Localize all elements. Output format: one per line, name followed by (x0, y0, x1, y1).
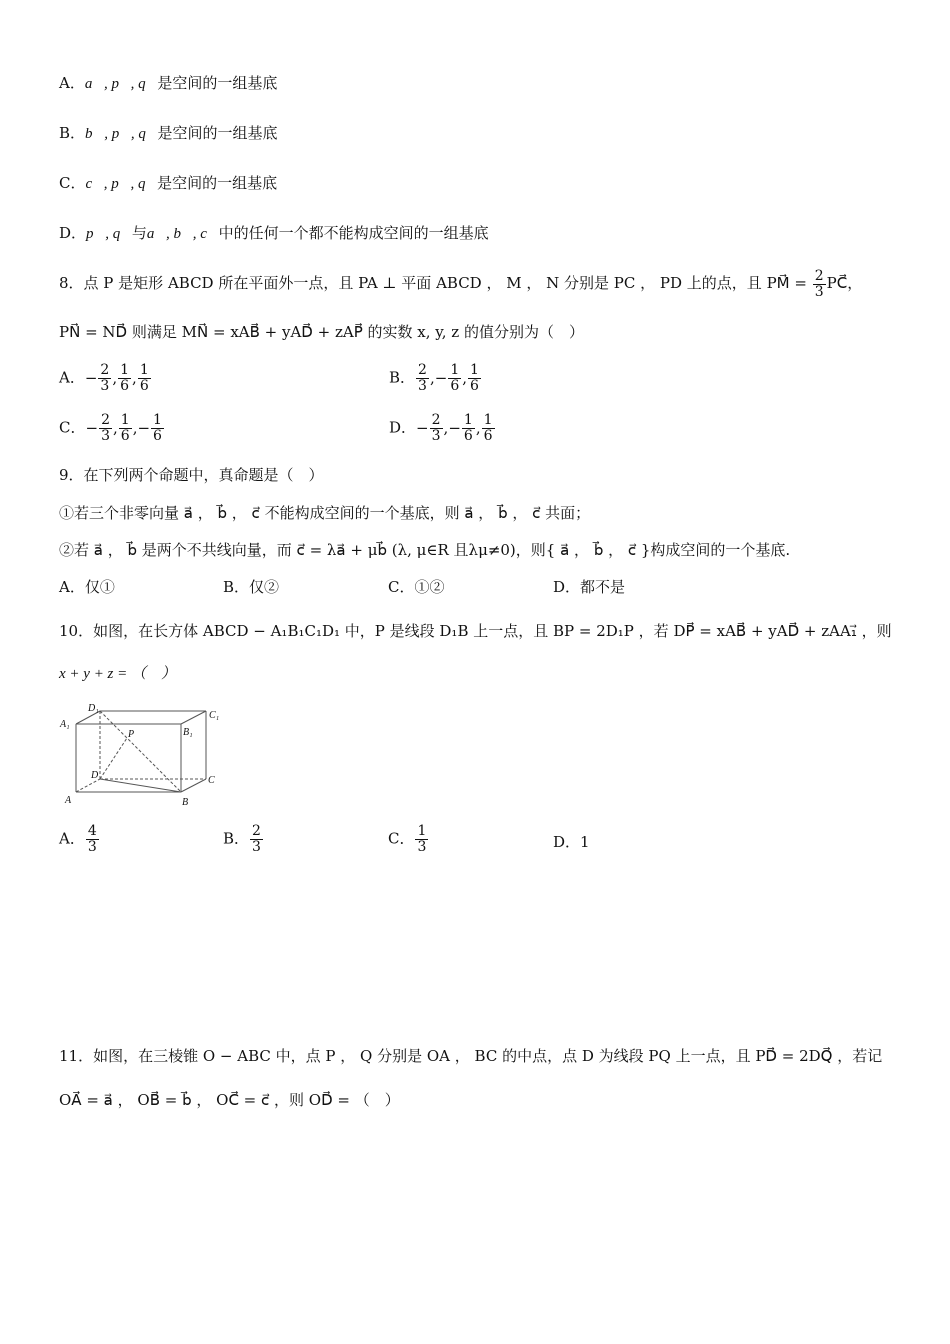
minus-sign: − (416, 418, 429, 437)
denominator: 6 (450, 378, 460, 394)
minus-sign: − (85, 418, 99, 437)
minus-sign: − (137, 418, 151, 437)
label-a: A (65, 795, 72, 806)
q10-option-c: C． $\frac{1}{3}$ (388, 823, 427, 855)
numerator: 1 (470, 362, 479, 378)
comma: , (112, 418, 118, 437)
fraction (119, 413, 132, 444)
cuboid-figure (57, 700, 227, 812)
fraction (138, 363, 151, 394)
minus-sign: − (448, 418, 461, 437)
label-c1: C₁ (209, 710, 220, 721)
fraction (468, 363, 481, 394)
denominator: 3 (418, 378, 427, 394)
fraction (482, 413, 495, 444)
numerator: 1 (463, 412, 473, 428)
q10-option-d: D．1 (553, 833, 590, 851)
denominator: 6 (153, 428, 162, 444)
numerator: 2 (418, 362, 427, 378)
denominator: 6 (139, 378, 149, 394)
denominator: 6 (483, 428, 493, 444)
comma: , (132, 418, 138, 437)
label-a1: A₁ (60, 719, 70, 730)
q9-stem: 9．在下列两个命题中，真命题是（ ） (59, 466, 324, 484)
q11-stem-line-1: 11．如图，在三棱锥 O − ABC 中，点 P ， Q 分别是 OA ， BC 的中点，点 D 为线段 PQ 上一点，且 PD⃗ = 2DQ⃗ ，若记 (59, 1047, 883, 1065)
fraction (151, 413, 164, 444)
fraction (430, 413, 443, 444)
q8-stem-line-2: PN⃗ = ND⃗ 则满足 MN⃗ = xAB⃗ + yAD⃗ + zAP⃗ 的实数 x, y, z 的值分别为（ ） (59, 323, 584, 341)
q9-proposition-1: ①若三个非零向量 a⃗ ， b⃗ ， c⃗ 不能构成空间的一个基底，则 a⃗ ， b⃗ ， c⃗ 共面； (59, 504, 591, 522)
denominator: 3 (431, 428, 441, 444)
q9-option-a: A．仅① (59, 578, 115, 596)
numerator: 1 (483, 412, 493, 428)
q10-option-a: A． $\frac{4}{3}$ (59, 823, 97, 855)
numerator: 1 (120, 362, 130, 378)
denominator: 6 (463, 428, 473, 444)
q9-option-c: C．①② (388, 578, 445, 596)
q8-option-d: D．− $\frac{2}{3}$ ,− $\frac{1}{6}$ , $\frac{1}{6}$ (389, 413, 496, 444)
comma: , (112, 368, 118, 387)
numerator: 2 (100, 362, 110, 378)
denominator: 6 (120, 428, 130, 444)
denominator: 3 (100, 378, 110, 394)
numerator: 1 (120, 412, 130, 428)
q9-option-b: B．仅② (223, 578, 280, 596)
comma: , (132, 368, 137, 387)
denominator: 6 (120, 378, 130, 394)
q7-option-c: C．c⃗, p⃗, q⃗是空间的一组基底 (59, 174, 278, 192)
comma: , (429, 368, 435, 387)
q11-stem-line-2: OA⃗ = a⃗ ， OB⃗ = b⃗ ， OC⃗ = c⃗ ，则 OD⃗ = （ ） (59, 1091, 400, 1109)
numerator: 2 (101, 412, 110, 428)
numerator: 1 (153, 412, 162, 428)
q8-option-b: B． $\frac{2}{3}$ ,− $\frac{1}{6}$ , $\frac{1}{6}$ (389, 363, 482, 394)
label-d1: D₁ (88, 703, 99, 714)
denominator: 6 (470, 378, 479, 394)
q7-option-a: A．a⃗, p⃗, q⃗是空间的一组基底 (59, 74, 278, 92)
fraction (118, 363, 131, 394)
comma: , (443, 418, 449, 437)
cuboid-diagram (57, 700, 227, 808)
label-c: C (208, 775, 215, 786)
minus-sign: − (84, 368, 98, 387)
q8-option-c: C．− $\frac{2}{3}$ , $\frac{1}{6}$ ,− $\frac{1}{6}$ (59, 413, 165, 444)
comma: , (475, 418, 481, 437)
comma: , (462, 368, 468, 387)
fraction (462, 413, 475, 444)
denominator: 3 (101, 428, 110, 444)
q10-stem-line-2: x + y + z = （ ） (59, 666, 177, 682)
segment-db (100, 779, 181, 792)
q10-stem-line-1: 10．如图，在长方体 ABCD − A₁B₁C₁D₁ 中，P 是线段 D₁B 上一点，且 BP = 2D₁P ，若 DP⃗ = xAB⃗ + yAD⃗ + zAA₁⃗ ，则 (59, 622, 892, 640)
numerator: 1 (139, 362, 149, 378)
q10-option-b: B． $\frac{2}{3}$ (223, 823, 261, 855)
q9-option-d: D．都不是 (553, 578, 626, 596)
q9-proposition-2: ②若 a⃗ ， b⃗ 是两个不共线向量，而 c⃗ = λa⃗ + μb⃗ (λ, μ∈R 且λμ≠0)，则{ a⃗ ， b⃗ ， c⃗ }构成空间的一个基底. (59, 541, 791, 559)
numerator: 2 (431, 412, 441, 428)
minus-sign: − (434, 368, 448, 387)
q8-option-a: A．− $\frac{2}{3}$ , $\frac{1}{6}$ , $\frac{1}{6}$ (59, 363, 152, 394)
q7-option-b: B．b⃗, p⃗, q⃗是空间的一组基底 (59, 124, 278, 142)
numerator: 1 (450, 362, 460, 378)
q8-stem-line-1: 8．点 P 是矩形 ABCD 所在平面外一点，且 PA ⊥ 平面 ABCD ， M ， N 分别是 PC ， PD 上的点，且 PM⃗ = $\frac{2}{3}$ PC⃗， (59, 267, 863, 300)
label-p: P (128, 729, 135, 740)
label-d: D (91, 770, 99, 781)
q8-fraction: $\frac{2}{3}$ (814, 267, 824, 300)
label-b: B (182, 797, 189, 808)
fraction (448, 363, 461, 394)
fraction (98, 363, 111, 394)
q7-option-d: D．p⃗, q⃗与a⃗, b⃗, c⃗中的任何一个都不能构成空间的一组基底 (59, 224, 489, 242)
label-b1: B₁ (183, 727, 193, 738)
fraction (416, 363, 429, 394)
fraction (99, 413, 112, 444)
